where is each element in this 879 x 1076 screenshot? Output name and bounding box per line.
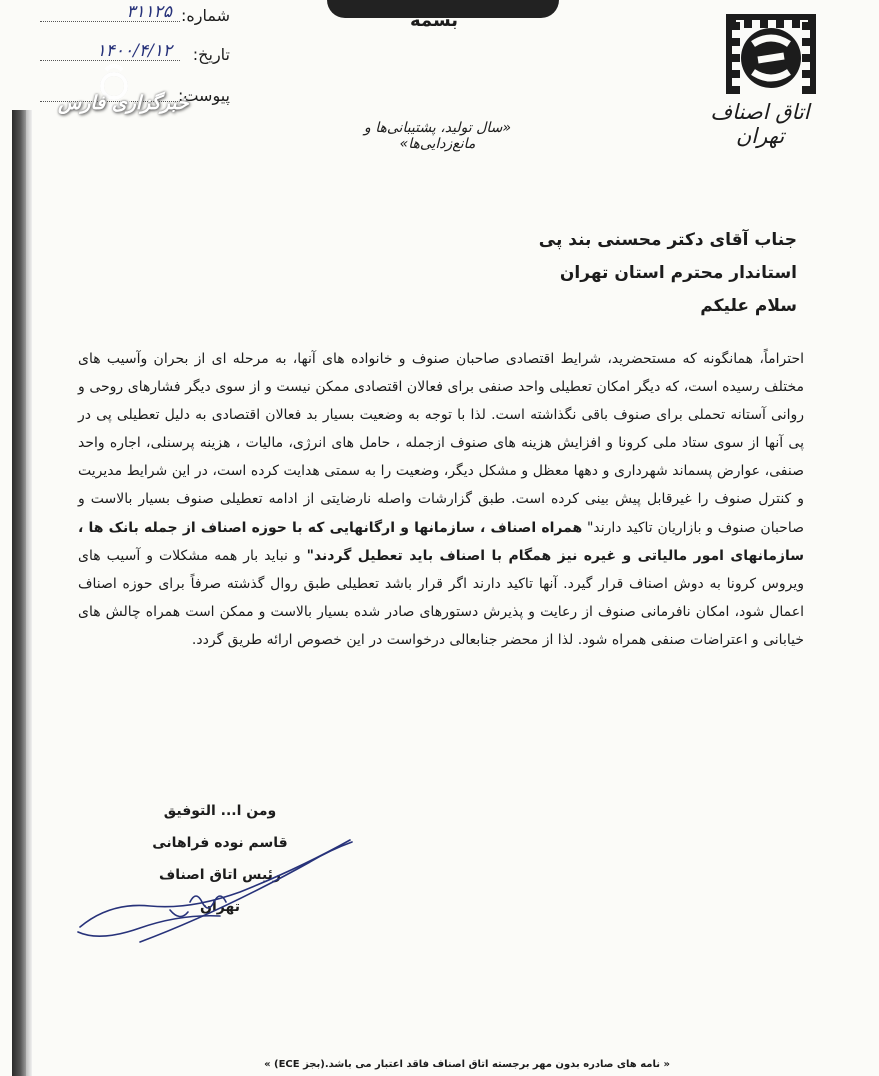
- footer-note: « نامه های صادره بدون مهر برجسته اتاق اصناف فاقد اعتبار می باشد.(بجز ECE) »: [264, 1059, 670, 1070]
- body-paragraph-continued: و نباید بار همه مشکلات و آسیب های ویروس کرونا به دوش اصناف قرار گیرد. آنها تاکید دارند اگر قرار باشد تعطیلی طبق روال گذشته صرفاً برای حوزه اصناف اعمال شود، امکان نافرمانی صنوف از رعایت و پذیرش دستورهای صادر شده بسیار بالاست و ممکن است همراه چالش های خیابانی و اعتراضات صنفی همراه شود. لذا از محضر جنابعالی درخواست در این خصوص ارائه طریق گردد.: [78, 547, 804, 648]
- year-motto: «سال تولید، پشتیبانی‌ها و مانع‌زدایی‌ها»: [364, 120, 511, 152]
- scanned-page-edge-highlight: [26, 110, 32, 1076]
- attachment-label: پیوست:: [177, 86, 230, 105]
- recipient-block: [539, 224, 797, 323]
- organization-name: اتاق اصناف تهران: [710, 100, 810, 148]
- date-label: تاریخ:: [192, 45, 230, 64]
- signer-title: رئیس اتاق اصناف تهران: [159, 867, 281, 915]
- greeting: سلام علیکم: [700, 296, 797, 316]
- watermark-text: خبرگزاری فارس: [58, 92, 189, 114]
- closing-salutation: ومن ا... التوفیق: [163, 803, 277, 819]
- date-value: ۱۴۰۰/۴/۱۲: [96, 41, 172, 61]
- scanned-page-edge: [12, 110, 26, 1076]
- body-paragraph: احتراماً، همانگونه که مستحضرید، شرایط اقتصادی صاحبان صنوف و خانواده های آنها، به مرحله ای از بحران وآسیب های مختلف رسیده است، که دیگر امکان تعطیلی واحد صنفی برای فعالان اقتصادی ممکن نیست و از سوی دیگر فشارهای روحی و روانی آستانه تحملی برای صنوف باقی نگذاشته است. لذا با توجه به وضعیت بسیار بد فعالان اقتصادی به دلیل تعطیلی پی در پی آنها از سوی ستاد ملی کرونا و افزایش هزینه های صنوف ازجمله ، حامل های انرژی، مالیات ، هزینه پرسنلی، اجاره واحد صنفی، عوارض پسماند شهرداری و دهها معظل و مشکل دیگر، وضعیت را به سمتی هدایت کرده است، در این شرایط مدیریت و کنترل صنوف را غیرقابل پیش بینی کرده است. طبق گزارشات واصله نارضایتی از ادامه تعطیلی صنوف بسیار بالاست و صاحبان صنوف و بازاریان تاکید دارند": [78, 351, 804, 536]
- recipient-title: استاندار محترم استان تهران: [559, 263, 797, 283]
- number-label: شماره:: [180, 6, 230, 25]
- body-emphasis: همراه اصناف ، سازمانها و ارگانهایی که با حوزه اصناف از جمله بانک ها ، سازمانهای امور مالیاتی و غیره نیز همگام با اصناف باید تعطیل گردند": [78, 519, 804, 564]
- signer-name: قاسم نوده فراهانی: [152, 835, 288, 851]
- letter-body: [78, 345, 804, 654]
- number-field: [40, 2, 230, 30]
- number-value: ۳۱۱۲۵: [126, 2, 172, 22]
- handwritten-signature: [70, 832, 370, 952]
- top-heading-fragment: بسمه: [410, 10, 459, 31]
- recipient-name: جناب آقای دکتر محسنی بند پی: [538, 230, 797, 250]
